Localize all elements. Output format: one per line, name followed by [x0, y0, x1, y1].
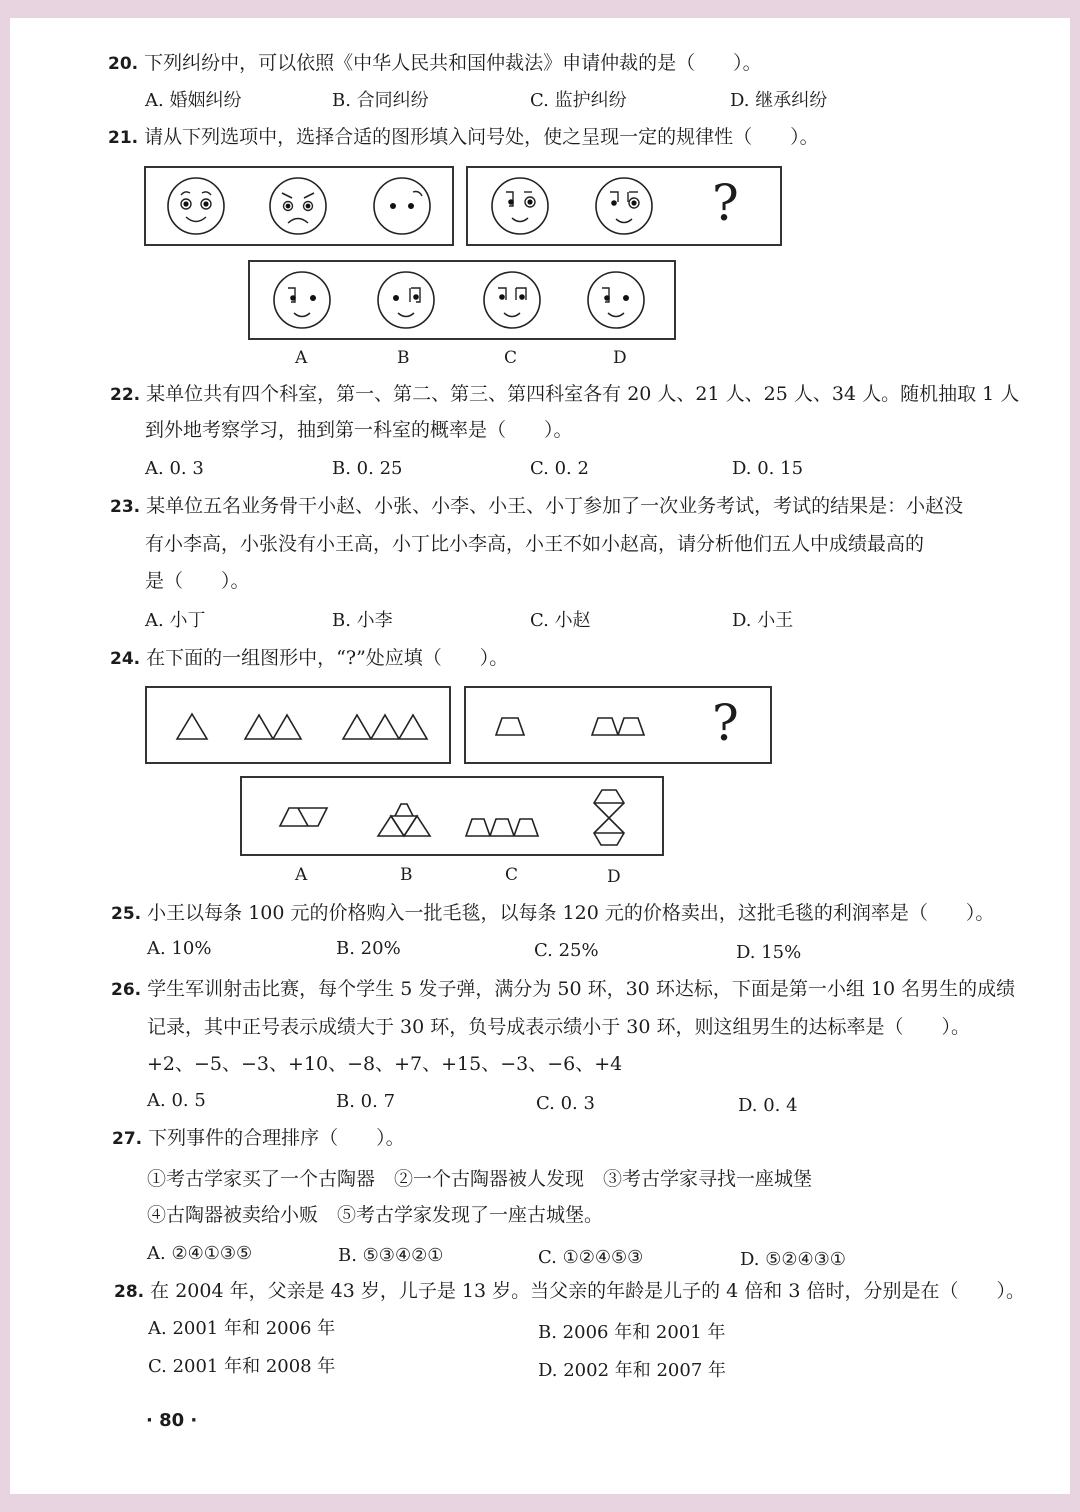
bracket-face-2 [596, 178, 652, 234]
choice-label-d: D [613, 348, 627, 368]
q21-sequence-box-1 [144, 166, 454, 246]
option-d: D. 2002 年和 2007 年 [538, 1360, 727, 1381]
question-24 [110, 647, 508, 670]
choice-label-b: B [397, 348, 410, 368]
q21-choice-faces [250, 262, 674, 338]
question-text: 学生军训射击比赛，每个学生 5 发子弹，满分为 50 环，30 环达标，下面是第一小组 10 名男生的成绩 [147, 978, 1016, 1000]
option-d: D. 继承纠纷 [730, 90, 828, 111]
question-mark: ? [712, 174, 739, 232]
question-23-line-2: 有小李高，小张没有小王高，小丁比小李高，小王不如小赵高，请分析他们五人中成绩最高的 [145, 533, 925, 555]
option-c: C. 2001 年和 2008 年 [148, 1356, 336, 1377]
option-c: C. ①②④⑤③ [538, 1247, 644, 1268]
question-text: 在 2004 年，父亲是 43 岁，儿子是 13 岁。当父亲的年龄是儿子的 4 倍和 3 倍时，分别是在（ ）。 [150, 1280, 1025, 1302]
question-number: 22. [110, 385, 141, 405]
exam-page [10, 18, 1070, 1494]
choice-label-c: C [505, 865, 519, 885]
trapezoid-group-2 [592, 718, 644, 735]
question-text: 下列纠纷中，可以依照《中华人民共和国仲裁法》申请仲裁的是（ ）。 [144, 52, 762, 74]
option-b: B. 2006 年和 2001 年 [538, 1322, 726, 1343]
option-a: A. 0. 5 [147, 1090, 206, 1111]
question-mark: ? [712, 694, 739, 752]
question-number: 26. [111, 980, 142, 1000]
option-a: A. 婚姻纠纷 [145, 90, 242, 111]
question-26-scores: +2、−5、−3、+10、−8、+7、+15、−3、−6、+4 [147, 1053, 623, 1075]
question-27-events-line-2: ④古陶器被卖给小贩 ⑤考古学家发现了一座古城堡。 [147, 1204, 604, 1226]
triangle-group-2 [245, 715, 301, 739]
choice-shape-d [594, 790, 624, 845]
option-b: B. ⑤③④②① [338, 1245, 444, 1266]
option-b: B. 0. 25 [332, 458, 403, 479]
option-c: C. 小赵 [530, 610, 591, 631]
question-number: 27. [112, 1129, 143, 1149]
option-d: D. 0. 4 [738, 1095, 798, 1116]
question-22 [110, 383, 1019, 406]
option-b: B. 合同纠纷 [332, 90, 429, 111]
q24-triangles [147, 688, 449, 762]
bracket-face-1 [492, 178, 548, 234]
choice-shape-b [378, 804, 430, 836]
q24-sequence-box-2 [464, 686, 772, 764]
option-a: A. 2001 年和 2006 年 [148, 1318, 336, 1339]
option-a: A. 0. 3 [145, 458, 204, 479]
question-number: 20. [108, 54, 139, 74]
q24-choice-shapes [242, 778, 662, 854]
triangle-group-1 [177, 714, 207, 739]
choice-face-b [378, 272, 434, 328]
option-d: D. ⑤②④③① [740, 1249, 846, 1270]
happy-face [168, 178, 224, 234]
choice-label-b: B [400, 865, 413, 885]
choice-label-d: D [607, 867, 621, 887]
question-text: 某单位五名业务骨干小赵、小张、小李、小王、小丁参加了一次业务考试，考试的结果是：小赵没 [146, 495, 964, 517]
question-27 [112, 1127, 405, 1150]
question-21 [108, 126, 819, 149]
option-c: C. 0. 3 [536, 1093, 595, 1114]
choice-face-c [484, 272, 540, 328]
question-text: 下列事件的合理排序（ ）。 [148, 1127, 405, 1149]
option-a: A. 10% [147, 938, 212, 959]
question-25 [111, 902, 994, 925]
option-a: A. 小丁 [145, 610, 206, 631]
choice-face-a [274, 272, 330, 328]
angry-face [270, 178, 326, 234]
question-text: 请从下列选项中，选择合适的图形填入问号处，使之呈现一定的规律性（ ）。 [144, 126, 819, 148]
option-b: B. 小李 [332, 610, 393, 631]
question-number: 24. [110, 649, 141, 669]
option-a: A. ②④①③⑤ [147, 1243, 253, 1264]
option-b: B. 0. 7 [336, 1091, 396, 1112]
question-27-events-line-1: ①考古学家买了一个古陶器 ②一个古陶器被人发现 ③考古学家寻找一座城堡 [147, 1168, 813, 1190]
q24-choices-box [240, 776, 664, 856]
option-c: C. 25% [534, 940, 599, 961]
choice-shape-c [466, 819, 538, 836]
question-28 [114, 1280, 1025, 1303]
choice-label-c: C [504, 348, 518, 368]
choice-label-a: A [295, 348, 308, 368]
question-26-line-2: 记录，其中正号表示成绩大于 30 环，负号成表示绩小于 30 环，则这组男生的达标率是（ ）。 [147, 1016, 971, 1038]
question-20 [108, 52, 762, 75]
question-number: 23. [110, 497, 141, 517]
question-22-line-2: 到外地考察学习，抽到第一科室的概率是（ ）。 [145, 419, 573, 441]
question-text: 小王以每条 100 元的价格购入一批毛毯，以每条 120 元的价格卖出，这批毛毯的利润率是（ ）。 [147, 902, 995, 924]
question-number: 21. [108, 128, 139, 148]
q24-sequence-box-1 [145, 686, 451, 764]
q21-choices-box [248, 260, 676, 340]
option-c: C. 监护纠纷 [530, 90, 627, 111]
option-d: D. 0. 15 [732, 458, 804, 479]
choice-face-d [588, 272, 644, 328]
question-23 [110, 495, 963, 518]
q21-faces-set-1 [146, 168, 452, 244]
triangle-group-3 [343, 715, 427, 739]
question-23-line-3: 是（ ）。 [145, 570, 250, 592]
trapezoid-group-1 [496, 718, 524, 735]
choice-label-a: A [295, 865, 308, 885]
calm-face [374, 178, 430, 234]
q21-sequence-box-2 [466, 166, 782, 246]
question-number: 28. [114, 1282, 145, 1302]
question-number: 25. [111, 904, 142, 924]
question-26 [111, 978, 1015, 1001]
option-c: C. 0. 2 [530, 458, 589, 479]
option-d: D. 15% [736, 942, 802, 963]
page-number: · 80 · [146, 1410, 198, 1431]
question-text: 在下面的一组图形中，“?”处应填（ ）。 [146, 647, 509, 669]
option-b: B. 20% [336, 938, 401, 959]
choice-shape-a [280, 808, 327, 826]
question-text: 某单位共有四个科室，第一、第二、第三、第四科室各有 20 人、21 人、25 人、34 人。随机抽取 1 人 [146, 383, 1020, 405]
option-d: D. 小王 [732, 610, 794, 631]
